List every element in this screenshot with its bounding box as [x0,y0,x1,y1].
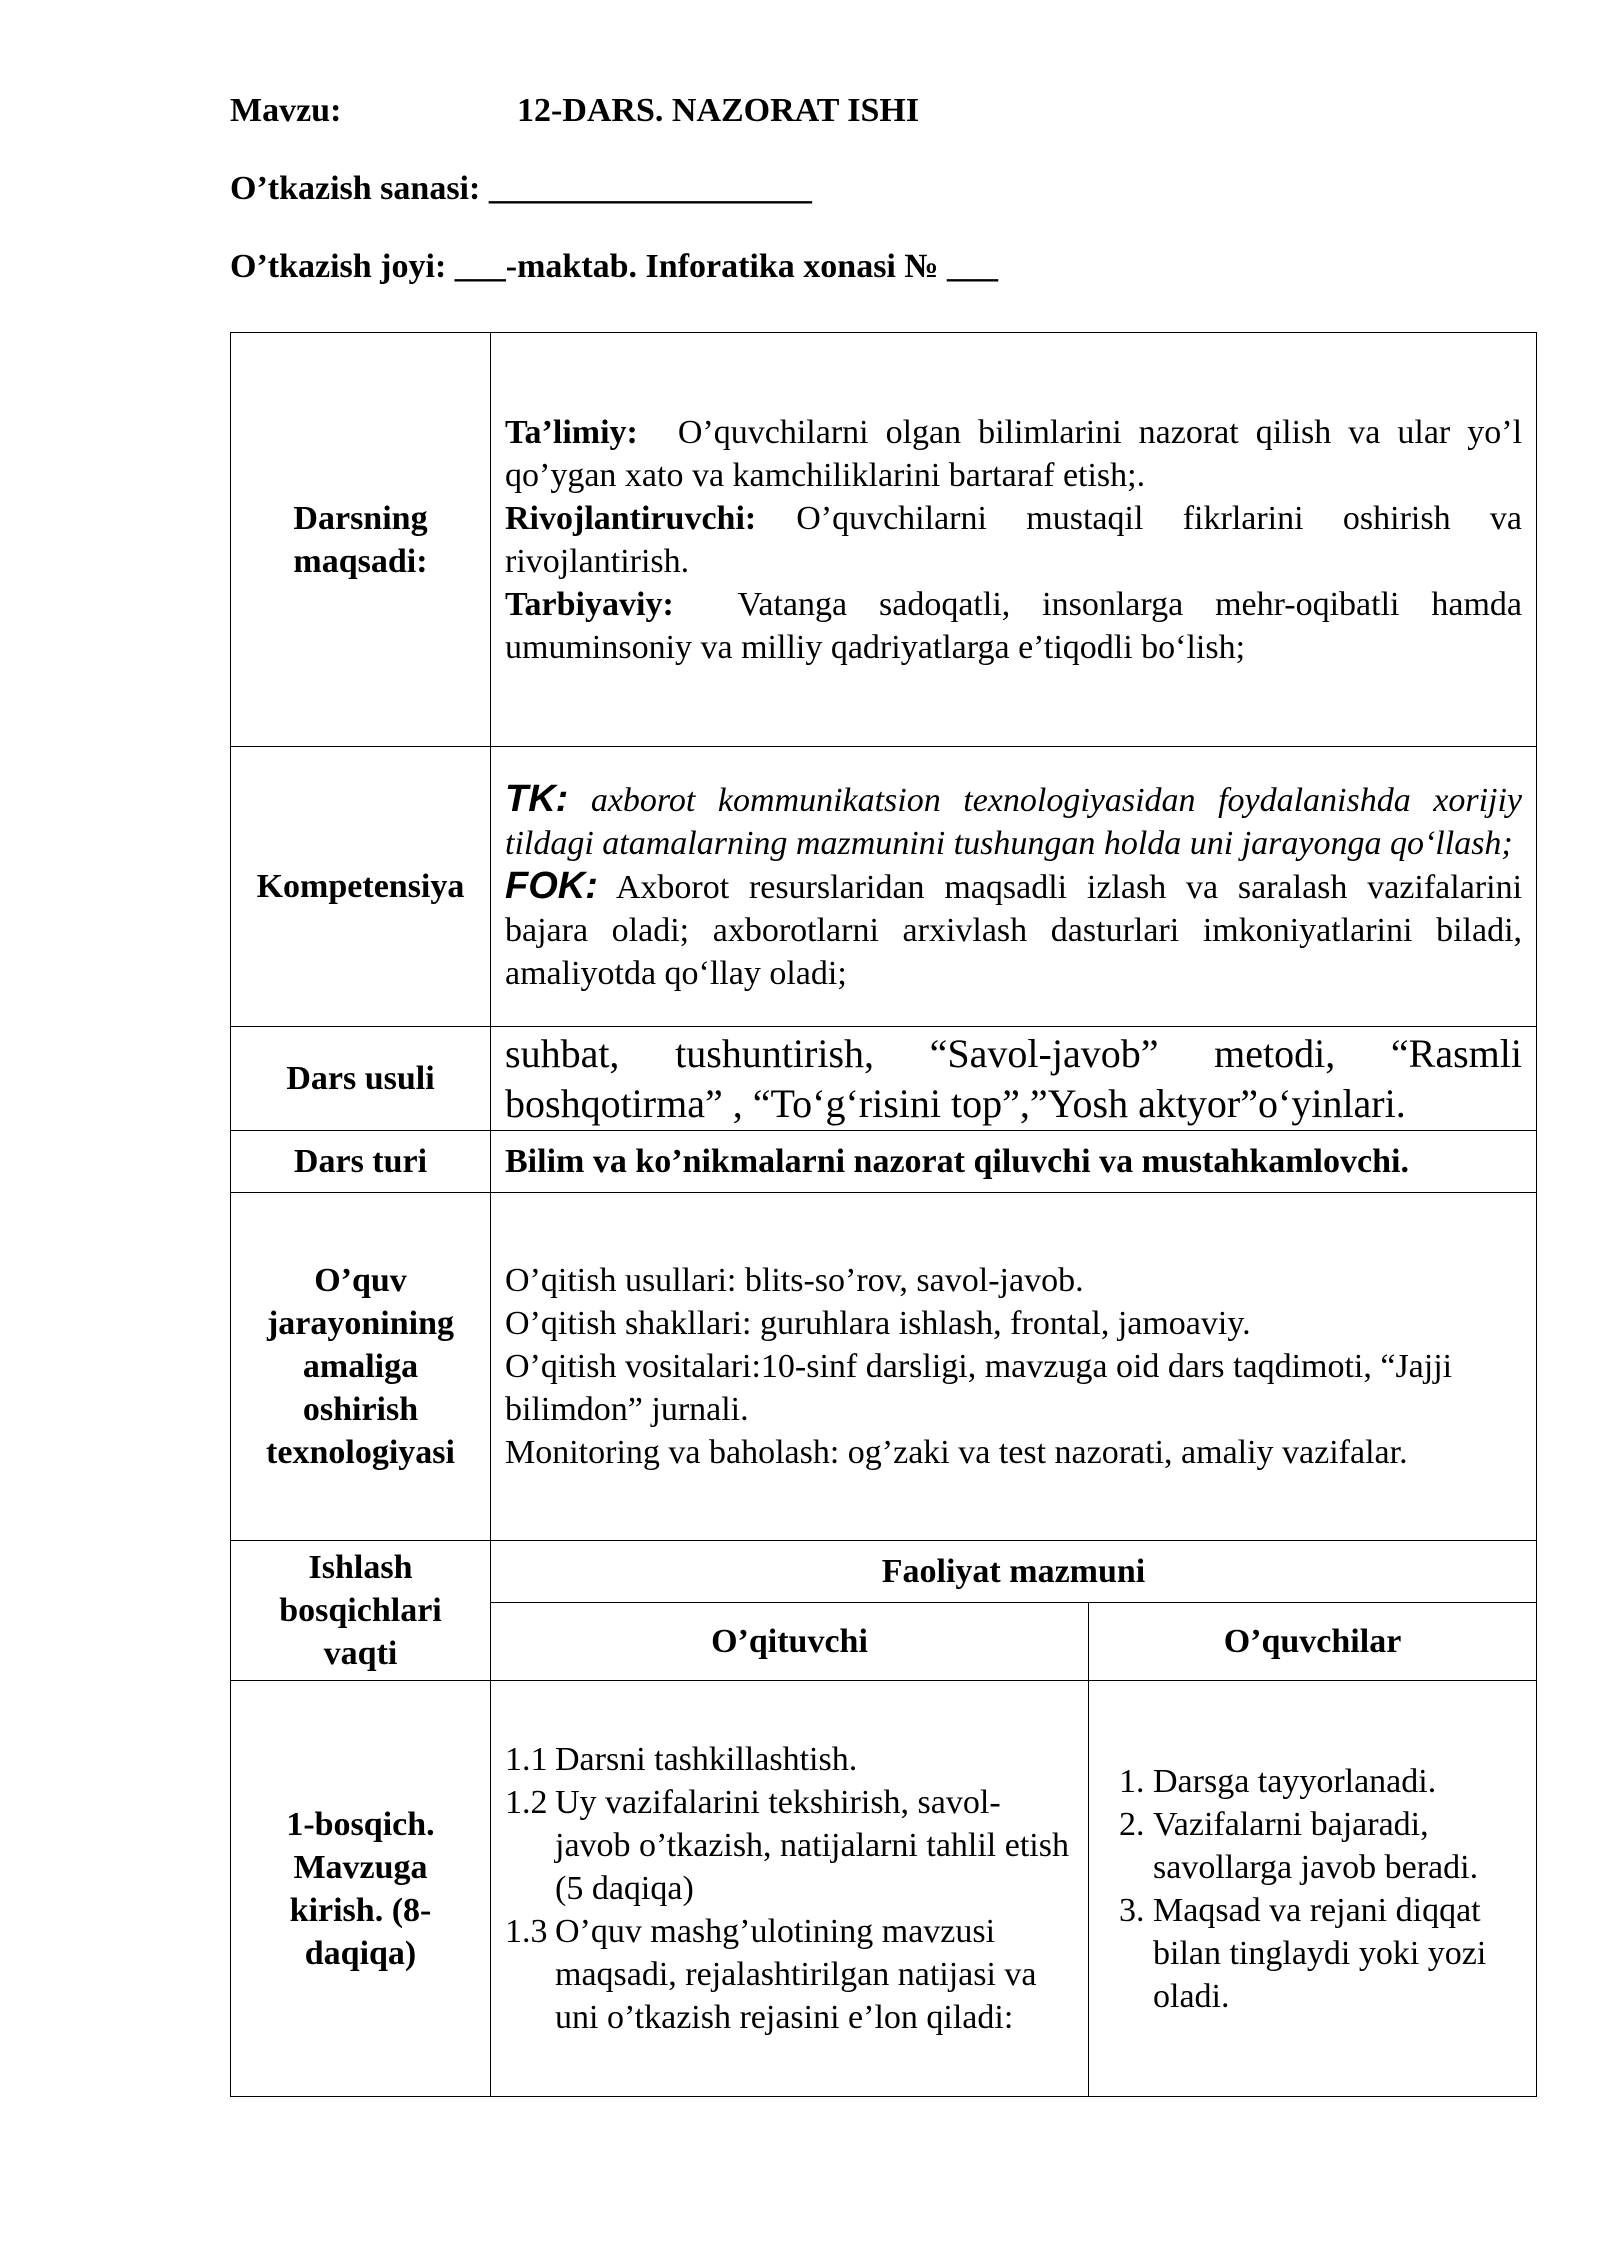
technology-line: O’qitish vositalari:10-sinf darsligi, mavzuga oid dars taqdimoti, “Jajji bilimdon” jurnali. [505,1348,1453,1428]
list-item: 3. Maqsad va rejani diqqat bilan tinglaydi yoki yozi oladi. [1153,1889,1522,2018]
method-label: Dars usuli [231,1027,491,1131]
competence-label: Kompetensiya [231,747,491,1027]
technology-row [231,1193,1537,1541]
technology-label: O’quv jarayonining amaliga oshirish texnologiyasi [231,1193,491,1541]
technology-line: O’qitish usullari: blits-so’rov, savol-javob. [505,1262,1084,1299]
goal-upbringing: Tarbiyaviy: Vatanga sadoqatli, insonlarga mehr-oqibatli hamda umuminsoniy va milliy qadriyatlarga e’tiqodli bo‘lish; [505,585,1523,666]
date-line [230,170,812,208]
competence-row [231,747,1537,1027]
stage1-row [231,1681,1537,2097]
date-label: O’tkazish sanasi: [230,170,481,207]
list-item: 1. Darsga tayyorlanadi. [1153,1760,1522,1803]
technology-line: O’qitish shakllari: guruhlara ishlash, frontal, jamoaviy. [505,1305,1251,1342]
stage1-label: 1-bosqich. Mavzuga kirish. (8-daqiqa) [231,1681,491,2097]
technology-line: Monitoring va baholash: og’zaki va test nazorati, amaliy vazifalar. [505,1434,1408,1471]
stages-label: Ishlash bosqichlari vaqti [231,1541,491,1681]
method-content: suhbat, tushuntirish, “Savol-javob” metodi, “Rasmli boshqotirma” , “To‘g‘risini top”,”Yosh aktyor”o‘yinlari. [491,1027,1537,1131]
list-item: 1.3 O’quv mashg’ulotining mavzusi maqsadi, rejalashtirilgan natijasi va uni o’tkazish rejasini e’lon qiladi: [505,1913,1037,2036]
goals-content [491,333,1537,747]
competence-content [491,747,1537,1027]
goals-row [231,333,1537,747]
place-line: O’tkazish joyi: ___-maktab. Inforatika xonasi № ___ [230,248,999,285]
goal-developmental: Rivojlantiruvchi: O’quvchilarni mustaqil fikrlarini oshirish va rivojlantirish. [505,499,1523,580]
activity-header: Faoliyat mazmuni [491,1541,1537,1603]
list-item: 2. Vazifalarni bajaradi, savollarga javob beradi. [1153,1803,1522,1889]
topic-title: 12-DARS. NAZORAT ISHI [517,92,920,129]
type-row [231,1131,1537,1193]
date-blank: ___________________ [488,170,812,207]
goals-label: Darsning maqsadi: [231,333,491,747]
topic-label: Mavzu: [230,92,342,129]
stages-header-row [231,1541,1537,1603]
teacher-steps-list [505,1738,1074,2039]
list-item: 1.1 Darsni tashkillashtish. [505,1741,858,1778]
stage1-teacher [491,1681,1089,2097]
stage1-students [1089,1681,1537,2097]
technology-content [491,1193,1537,1541]
type-label: Dars turi [231,1131,491,1193]
list-item: 1.2 Uy vazifalarini tekshirish, savol-javob o’tkazish, natijalarni tahlil etish (5 daqiqa) [505,1784,1069,1907]
teacher-header: O’qituvchi [491,1603,1089,1681]
students-header: O’quvchilar [1089,1603,1537,1681]
lesson-plan-table [230,332,1537,2097]
student-steps-list [1103,1760,1522,2018]
method-row [231,1027,1537,1131]
competence-tk: TK: axborot kommunikatsion texnologiyasidan foydalanishda xorijiy tildagi atamalarning mazmunini tushungan holda uni jarayonga qo‘llash; [505,778,1523,862]
goal-educational: Ta’limiy: O’quvchilarni olgan bilimlarini nazorat qilish va ular yo’l qo’ygan xato va kamchiliklarini bartaraf etish;. [505,413,1523,494]
type-content: Bilim va ko’nikmalarni nazorat qiluvchi va mustahkamlovchi. [491,1131,1537,1193]
competence-fok: FOK: Axborot resurslaridan maqsadli izlash va saralash vazifalarini bajara oladi; axborotlarni arxivlash dasturlari imkoniyatlarini biladi, amaliyotda qo‘llay oladi; [505,865,1523,992]
topic-line [230,92,920,130]
